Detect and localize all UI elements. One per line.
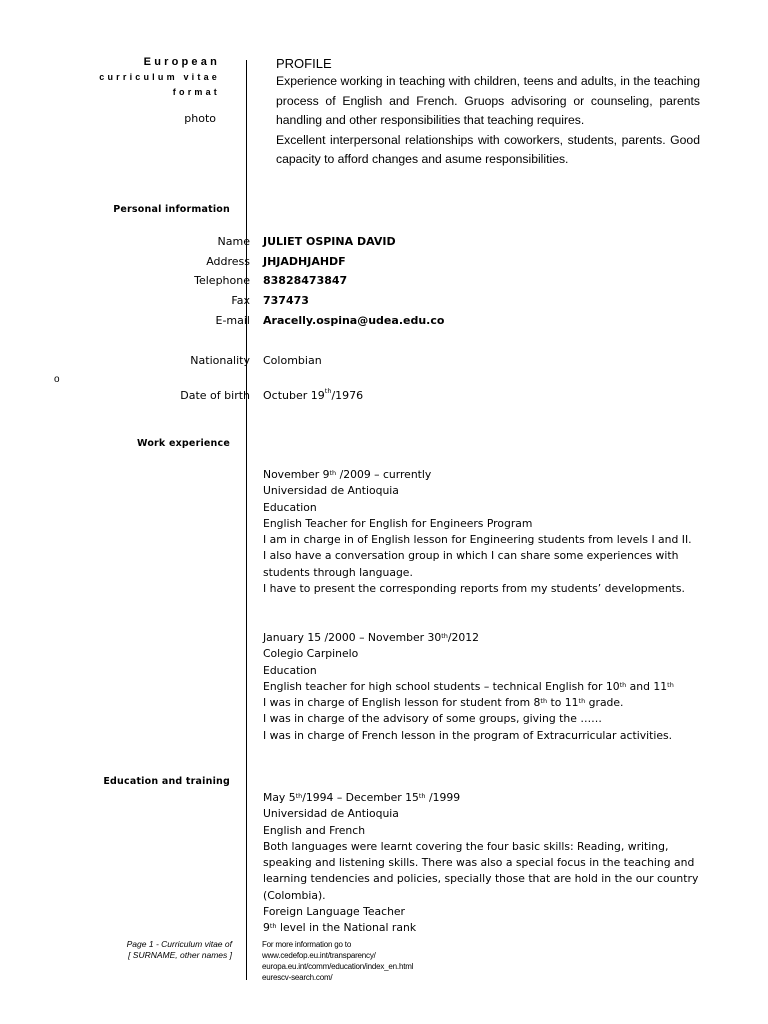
job1-duty-3: I have to present the corresponding reports from my students’ developments. (263, 582, 685, 596)
edu-rank (263, 920, 713, 936)
job2-date-sup: th (441, 632, 448, 640)
job2-duty1-sup2: th (578, 697, 586, 706)
job2-position-sup1: th (619, 680, 627, 689)
cv-header-line1-text: European (143, 56, 220, 68)
stray-bullet: o (54, 374, 60, 385)
telephone-label: Telephone (194, 274, 250, 287)
edu-institution: Universidad de Antioquia (263, 807, 399, 821)
job2-duty-2: I was in charge of the advisory of some groups, giving the …… (263, 712, 602, 726)
profile-text (276, 72, 700, 170)
edu-date-a: May 5 (263, 791, 296, 804)
vertical-divider (246, 60, 247, 980)
cv-header-title-line1 (144, 56, 220, 68)
edu-dates (263, 790, 713, 806)
section-education-training: Education and training (103, 776, 230, 787)
job1-date-start: November 9 (263, 468, 330, 481)
edu-subjects: English and French (263, 823, 366, 837)
job1-duty-1: I am in charge in of English lesson for Engineering students from levels I and II. (263, 533, 692, 547)
email-value: Aracelly.ospina@udea.edu.co (263, 314, 445, 327)
nationality-value: Colombian (263, 354, 322, 367)
fax-label: Fax (231, 294, 250, 307)
footer-link-cedefop[interactable]: www.cedefop.eu.int/transparency/ (262, 951, 376, 960)
job2-dates (263, 630, 713, 646)
job2-sector: Education (263, 663, 317, 677)
job-entry-1 (263, 467, 713, 597)
name-label: Name (217, 235, 250, 248)
edu-rank-sup: th (269, 922, 277, 931)
job2-position-b: and 11 (626, 679, 668, 693)
section-personal-information: Personal information (113, 204, 230, 215)
job2-date-start: January 15 /2000 – November 30 (263, 631, 442, 644)
footer-links (262, 939, 413, 983)
job1-employer: Universidad de Antioquia (263, 484, 399, 498)
fax-value: 737473 (263, 294, 309, 307)
dob-sup: th (324, 387, 332, 395)
email-label: E-mail (215, 314, 250, 327)
job2-duty-3: I was in charge of French lesson in the program of Extracurricular activities. (263, 728, 673, 742)
job1-sector: Education (263, 500, 317, 514)
profile-title: PROFILE (276, 56, 332, 71)
footer-link-europa[interactable]: europa.eu.int/comm/education/index_en.html (262, 962, 414, 971)
profile-paragraph-2: Excellent interpersonal relationships with coworkers, students, parents. Good capacity to afford changes and asume responsibilities. (276, 132, 700, 167)
cv-header-title-line2 (99, 72, 220, 82)
job2-employer: Colegio Carpinelo (263, 647, 359, 661)
job2-duty1-a: I was in charge of English lesson for student from 8 (263, 696, 541, 710)
dob-year: /1976 (331, 389, 364, 402)
edu-qualification: Foreign Language Teacher (263, 905, 405, 919)
cv-header-title-line3 (173, 87, 220, 97)
edu-date-sup2: th (418, 792, 426, 800)
job2-duty1-b: to 11 (547, 696, 579, 710)
dob-label: Date of birth (180, 389, 250, 402)
cv-header-line3-text: format (172, 87, 220, 97)
job1-date-end: /2009 – currently (336, 468, 432, 481)
dob-text: Octuber 19 (263, 389, 325, 402)
footer-info-text: For more information go to (262, 940, 352, 949)
job-entry-2 (263, 630, 713, 744)
cv-header-line2-text: curriculum vitae (99, 72, 220, 82)
edu-rank-a: 9 (263, 921, 270, 935)
footer-page-info (127, 939, 232, 961)
telephone-value: 83828473847 (263, 274, 348, 287)
edu-rank-b: level in the National rank (276, 921, 417, 935)
edu-date-c: /1999 (425, 791, 461, 804)
job2-duty1-sup1: th (540, 697, 548, 706)
dob-value (263, 389, 363, 402)
job1-date-sup: th (329, 469, 337, 477)
job2-duty-1 (263, 695, 713, 711)
job2-position-a: English teacher for high school students – technical English for 10 (263, 679, 620, 693)
profile-paragraph-1: Experience working in teaching with children, teens and adults, in the teaching process of English and French. Gruops advisoring or counseling, parents handling and other responsibilities that teaching requires. (276, 74, 700, 128)
photo-placeholder: photo (184, 112, 216, 125)
nationality-label: Nationality (190, 354, 250, 367)
job2-duty1-c: grade. (585, 696, 624, 710)
job1-position: English Teacher for English for Engineers Program (263, 516, 533, 530)
job2-date-end: /2012 (447, 631, 480, 644)
name-value: JULIET OSPINA DAVID (263, 235, 396, 248)
address-label: Address (206, 255, 250, 268)
job1-dates (263, 467, 713, 483)
job2-position-sup2: th (667, 680, 674, 689)
footer-link-eurescv[interactable]: eurescv-search.com/ (262, 973, 333, 982)
job1-duty-2: I also have a conversation group in which I can share some experiences with students through language. (263, 549, 679, 579)
footer-page-line1: Page 1 - Curriculum vitae of (126, 939, 232, 949)
address-value: JHJADHJAHDF (263, 255, 346, 268)
footer-page-line2: [ SURNAME, other names ] (128, 950, 232, 960)
edu-date-sup1: th (295, 792, 303, 800)
edu-date-b: /1994 – December 15 (302, 791, 419, 804)
edu-description: Both languages were learnt covering the four basic skills: Reading, writing, speaking and listening skills. There was also a special focus in the teaching and learning tendencies and policies, specially those that are hold in the our country (Colombia). (263, 839, 699, 902)
job2-position (263, 679, 713, 695)
education-entry (263, 790, 713, 937)
section-work-experience: Work experience (136, 438, 230, 449)
